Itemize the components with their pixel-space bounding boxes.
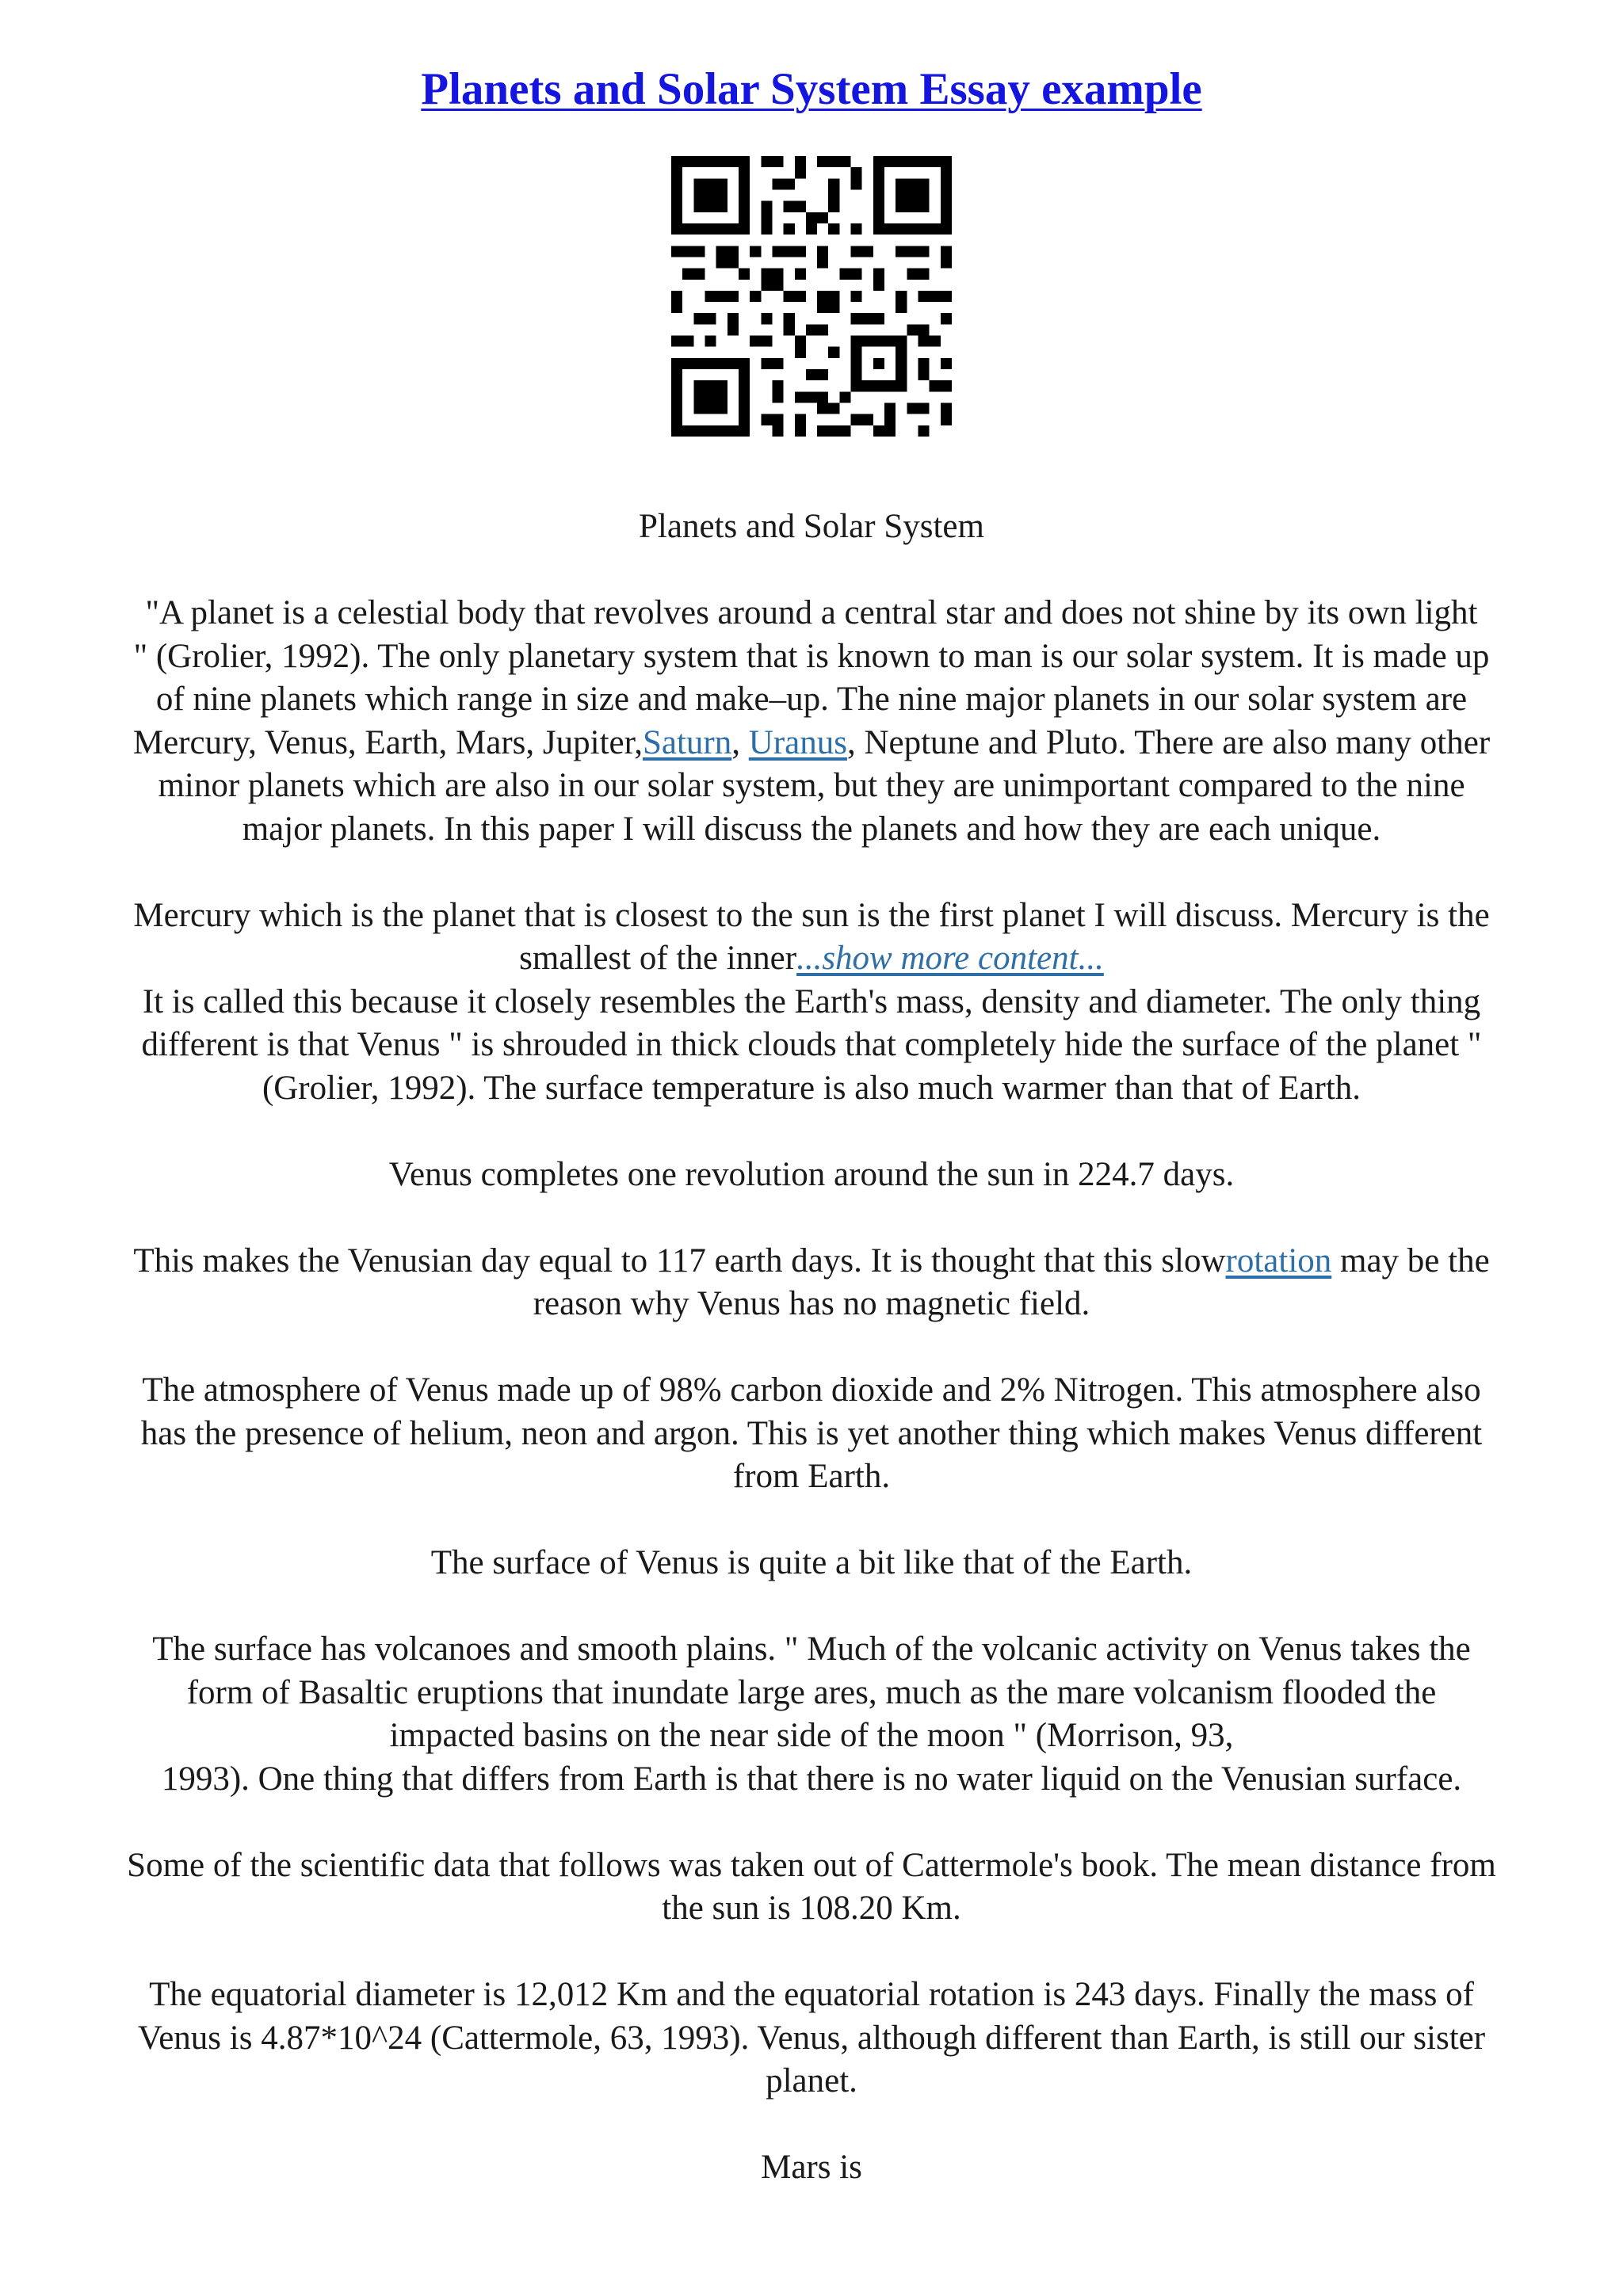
show-more-link[interactable]: ...show more content... bbox=[796, 940, 1104, 977]
title-link[interactable]: Planets and Solar System Essay example bbox=[421, 64, 1202, 114]
page-title bbox=[0, 62, 1623, 117]
paragraph-revolution: Venus completes one revolution around the sun in 224.7 days. bbox=[388, 1155, 1235, 1193]
paragraph-mars: Mars is bbox=[761, 2149, 862, 2186]
paragraph-venus-intro: It is called this because it closely resembles the Earth's mass, density and diameter. The only thing different is that Venus " is shrouded in thick clouds that completely hide the surface of the planet " (Grolier, 1992). The surface temperature is also much warmer than that of Earth. bbox=[141, 982, 1482, 1107]
rotation-link[interactable]: rotation bbox=[1225, 1241, 1332, 1280]
uranus-link[interactable]: Uranus bbox=[748, 723, 847, 761]
essay-body bbox=[55, 505, 1568, 2190]
qr-code bbox=[671, 156, 952, 437]
essay-heading: Planets and Solar System bbox=[639, 508, 984, 545]
paragraph-scientific-data: Some of the scientific data that follows was taken out of Cattermole's book. The mean distance from the sun is 108.20 Km. bbox=[127, 1846, 1496, 1927]
paragraph-rotation: This makes the Venusian day equal to 117 earth days. It is thought that this slowrotation may be the reason why Venus has no magnetic field. bbox=[133, 1241, 1490, 1322]
paragraph-atmosphere: The atmosphere of Venus made up of 98% carbon dioxide and 2% Nitrogen. This atmosphere also has the presence of helium, neon and argon. This is yet another thing which makes Venus different from Earth. bbox=[140, 1371, 1483, 1495]
saturn-link[interactable]: Saturn bbox=[642, 723, 732, 761]
paragraph-intro: "A planet is a celestial body that revolves around a central star and does not shine by its own light " (Grolier, 1992). The only planetary system that is known to man is our solar system. It is made up of nine planets which range in size and make–up. The nine major planets in our solar system are Mercury, Venus, Earth, Mars, Jupiter,Saturn, Uranus, Neptune and Pluto. There are also many other minor planets which are also in our solar system, but they are unimportant compared to the nine major planets. In this paper I will discuss the planets and how they are each unique. bbox=[132, 594, 1491, 848]
paragraph-mercury: Mercury which is the planet that is closest to the sun is the first planet I will discuss. Mercury is the smallest of the inner...show more content... bbox=[133, 896, 1490, 977]
paragraph-diameter: The equatorial diameter is 12,012 Km and the equatorial rotation is 243 days. Finally the mass of Venus is 4.87*10^24 (Cattermole, 63, 1993). Venus, although different than Earth, is still our sister planet. bbox=[137, 1976, 1486, 2100]
paragraph-surface: The surface of Venus is quite a bit like that of the Earth. bbox=[430, 1544, 1193, 1581]
paragraph-volcanoes: The surface has volcanoes and smooth plains. " Much of the volcanic activity on Venus takes the form of Basaltic eruptions that inundate large ares, much as the mare volcanism flooded the impacted basins on the near side of the moon " (Morrison, 93, 1993). One thing that differs from Earth is that there is no water liquid on the Venusian surface. bbox=[152, 1630, 1471, 1798]
